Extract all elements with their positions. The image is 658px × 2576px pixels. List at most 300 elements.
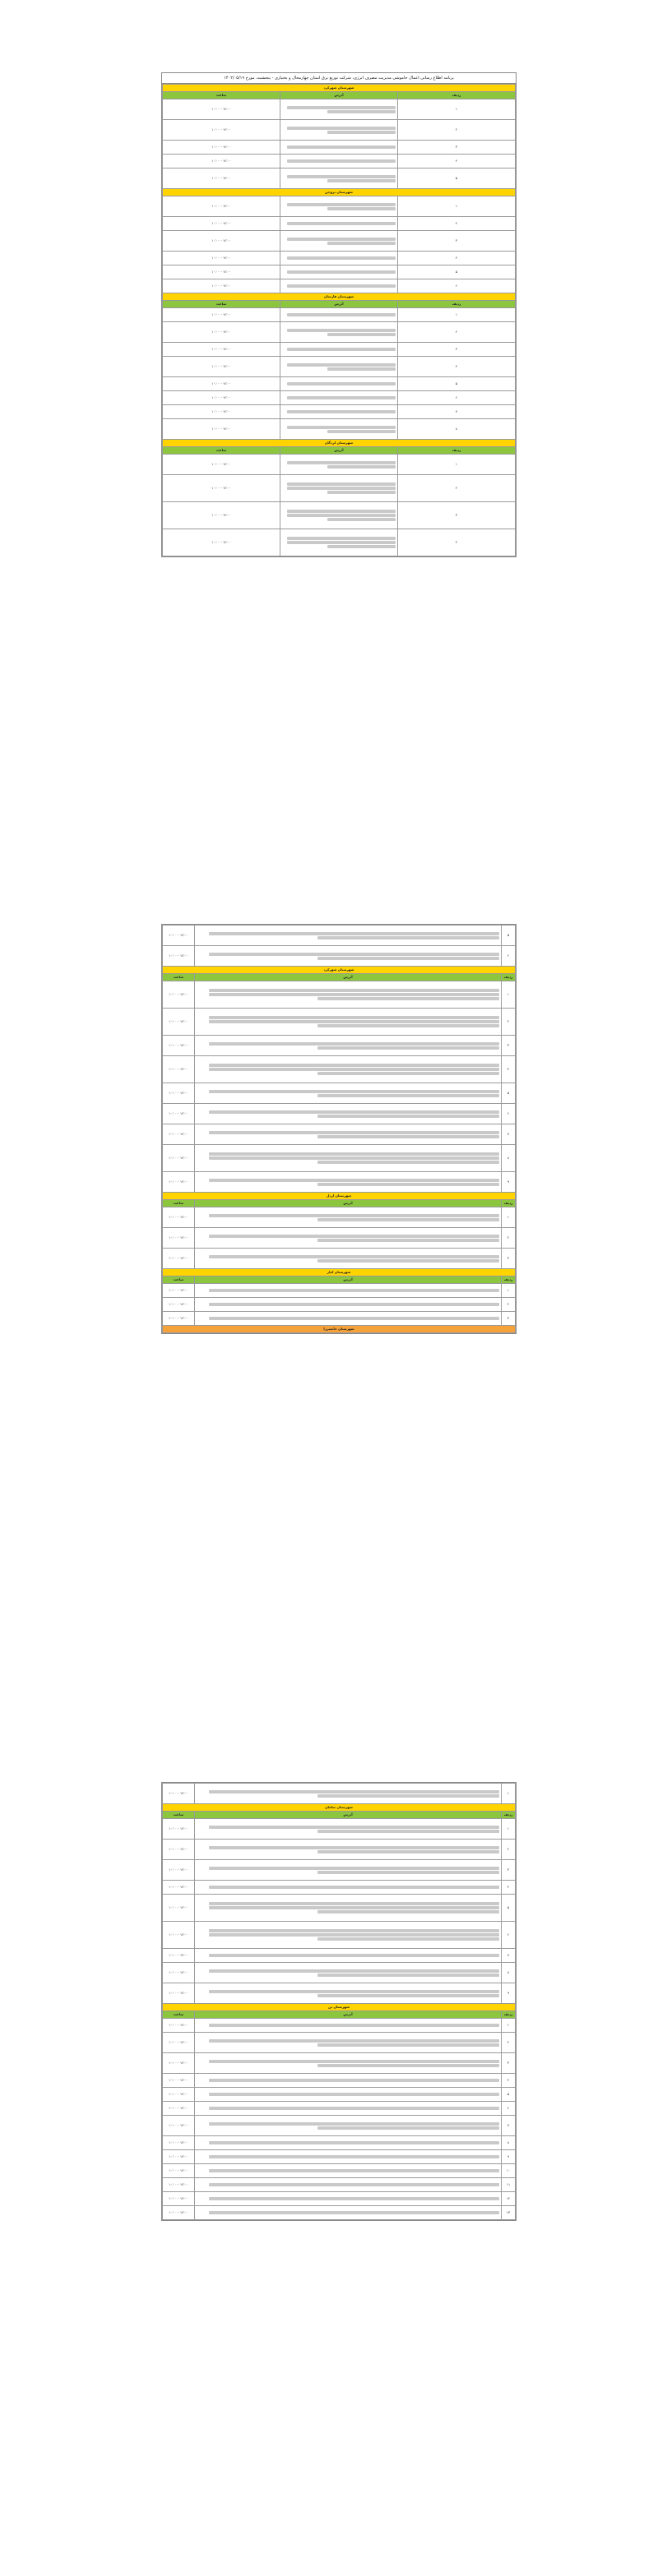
address-text-line [287,487,396,490]
row-address [195,1881,502,1895]
row-number: ۱ [502,1784,516,1804]
address-text-line [327,110,396,113]
row-time: ۱۰:۰۰ - ۱۲:۰۰ [163,1922,195,1949]
address-text-line [209,2079,499,2082]
address-text-line [317,1046,499,1050]
row-number: ۶ [502,2102,516,2116]
table-row [163,2102,516,2116]
address-text-line [287,222,396,225]
address-text-line [327,465,396,469]
row-time: ۱۰:۰۰ - ۱۲:۰۰ [163,981,195,1009]
table-row [163,308,516,322]
table-row [163,217,516,231]
row-address [195,2074,502,2088]
table-row [163,279,516,293]
table-row [163,1963,516,1983]
row-address [195,1840,502,1860]
address-text-line [209,1131,499,1134]
row-address [280,357,398,377]
col-header-number: ردیف [502,1276,516,1284]
table-row [163,141,516,155]
address-text-line [327,430,396,433]
row-address [195,2102,502,2116]
row-number: ۹ [502,1172,516,1193]
table-row [163,391,516,405]
row-number: ۱ [398,99,516,120]
row-address [195,1228,502,1249]
row-address [195,1036,502,1056]
row-number: ۴ [398,357,516,377]
row-number: ۹ [502,1983,516,2004]
row-number: ۵ [502,2088,516,2102]
table-row [163,1922,516,1949]
schedule-page-1 [161,72,517,557]
table-row [163,1819,516,1840]
address-text-line [287,270,396,274]
row-time: ۱۰:۰۰ - ۱۲:۰۰ [163,1312,195,1326]
address-text-line [287,382,396,385]
table-row [163,1009,516,1036]
row-number: ۵ [398,265,516,279]
address-text-line [287,510,396,513]
address-text-line [209,1886,499,1889]
col-header-time: ساعت [163,2011,195,2019]
address-text-line [209,1214,499,1217]
row-address [280,155,398,169]
row-time: ۱۰:۰۰ - ۱۲:۰۰ [163,475,280,502]
address-text-line [327,131,396,134]
address-text-line [209,2122,499,2126]
row-number: ۳ [502,1036,516,1056]
row-number: ۷ [398,405,516,419]
table-row [163,322,516,343]
address-text-line [209,2107,499,2110]
row-number: ۵ [398,169,516,189]
table-row [163,1298,516,1312]
row-address [195,1949,502,1963]
row-address [280,475,398,502]
row-number: ۳ [398,231,516,252]
table-row [163,1983,516,2004]
table-row [163,405,516,419]
row-number: ۹ [502,2150,516,2164]
table-row [163,1840,516,1860]
row-number: ۳ [398,141,516,155]
section-title: شهرستان خانمیرزا [163,1326,516,1333]
address-text-line [317,1024,499,1027]
address-text-line [209,2155,499,2158]
address-text-line [209,1179,499,1182]
row-time: ۱۰:۰۰ - ۱۲:۰۰ [163,217,280,231]
section-header [163,1326,516,1333]
address-text-line [317,1937,499,1941]
address-text-line [209,1902,499,1905]
row-number: ۲ [502,1298,516,1312]
row-address [195,2206,502,2220]
address-text-line [287,106,396,109]
table-row [163,2178,516,2192]
address-text-line [287,256,396,260]
row-number: ۱ [502,1207,516,1228]
row-address [195,1784,502,1804]
address-text-line [209,2039,499,2043]
address-text-line [287,396,396,399]
row-time: ۱۰:۰۰ - ۱۲:۰۰ [163,1983,195,2004]
row-number: ۱ [502,981,516,1009]
row-number: ۶ [502,1922,516,1949]
section-title: شهرستان بن [163,2004,516,2011]
table-row [163,1228,516,1249]
address-text-line [209,1303,499,1306]
table-row [163,2088,516,2102]
row-number: ۷ [502,2116,516,2136]
document-title: برنامه اطلاع رسانی اعمال خاموشی مدیریت مصرف انرژی، شرکت توزیع برق استان چهارمحال و بختیاری - پنجشنبه، مورخ ۱۴۰۲/۰۵/۱۹ [162,73,516,84]
row-address [280,343,398,357]
row-time: ۱۰:۰۰ - ۱۲:۰۰ [163,196,280,217]
row-address [195,1207,502,1228]
address-text-line [287,410,396,413]
address-text-line [209,1969,499,1973]
address-text-line [209,1990,499,1993]
address-text-line [317,1094,499,1097]
row-address [195,1009,502,1036]
row-number: ۳ [502,1249,516,1269]
row-time: ۱۰:۰۰ - ۱۲:۰۰ [163,99,280,120]
row-time: ۱۰:۰۰ - ۱۲:۰۰ [163,391,280,405]
address-text-line [209,2197,499,2200]
table-row [163,1784,516,1804]
address-text-line [317,997,499,1000]
address-text-line [287,482,396,486]
col-header-address: آدرس [195,974,502,981]
col-header-time: ساعت [163,1812,195,1819]
col-header-number: ردیف [398,447,516,455]
row-number: ۷ [502,1124,516,1145]
address-text-line [287,537,396,540]
row-number: ۴ [398,252,516,265]
schedule-page-2 [161,924,517,1334]
col-header-time: ساعت [163,447,280,455]
address-text-line [209,1042,499,1046]
address-text-line [287,159,396,163]
row-time: ۱۰:۰۰ - ۱۲:۰۰ [163,2102,195,2116]
row-number: ۲ [502,1009,516,1036]
row-number: ۵ [398,377,516,391]
address-text-line [209,1867,499,1870]
row-time: ۱۰:۰۰ - ۱۲:۰۰ [163,1124,195,1145]
row-number: ۱ [398,196,516,217]
address-text-line [327,179,396,182]
column-header-row [163,1812,516,1819]
row-number: ۴ [502,1056,516,1083]
table-row [163,2019,516,2033]
row-time: ۱۰:۰۰ - ۱۲:۰۰ [163,141,280,155]
address-text-line [317,1072,499,1075]
row-number: ۲ [398,322,516,343]
table-row [163,2192,516,2206]
address-text-line [317,1218,499,1221]
address-text-line [209,2060,499,2063]
row-address [195,1895,502,1922]
address-text-line [209,1064,499,1067]
row-number: ۶ [398,279,516,293]
row-address [195,1983,502,2004]
col-header-address: آدرس [195,1276,502,1284]
address-text-line [209,2024,499,2027]
table-row [163,1036,516,1056]
row-time: ۱۰:۰۰ - ۱۲:۰۰ [163,1009,195,1036]
address-text-line [317,1183,499,1186]
address-text-line [209,1235,499,1238]
row-address [195,1104,502,1124]
section-header [163,1269,516,1276]
table-row [163,926,516,946]
row-time: ۱۰:۰۰ - ۱۲:۰۰ [163,231,280,252]
table-row [163,2150,516,2164]
row-time: ۱۰:۰۰ - ۱۲:۰۰ [163,1036,195,1056]
section-title: شهرستان کیار [163,1269,516,1276]
row-number: ۱ [502,1284,516,1298]
table-row [163,1083,516,1104]
address-text-line [317,2064,499,2067]
row-time: ۱۰:۰۰ - ۱۲:۰۰ [163,2053,195,2074]
row-address [195,1124,502,1145]
row-time: ۱۰:۰۰ - ۱۲:۰۰ [163,419,280,440]
row-time: ۱۰:۰۰ - ۱۲:۰۰ [163,2136,195,2150]
row-number: ۲ [398,475,516,502]
address-text-line [317,1910,499,1914]
row-time: ۱۰:۰۰ - ۱۲:۰۰ [163,2206,195,2220]
address-text-line [287,541,396,544]
row-address [195,2192,502,2206]
row-number: ۶ [502,1104,516,1124]
row-time: ۱۰:۰۰ - ۱۲:۰۰ [163,1840,195,1860]
row-address [195,2164,502,2178]
table-row [163,419,516,440]
row-time: ۱۰:۰۰ - ۱۲:۰۰ [163,265,280,279]
table-row [163,1312,516,1326]
row-address [280,120,398,141]
table-row [163,120,516,141]
table-row [163,1172,516,1193]
address-text-line [287,363,396,367]
table-row [163,981,516,1009]
table-row [163,2206,516,2220]
address-text-line [209,1156,499,1160]
col-header-address: آدرس [280,92,398,99]
row-address [280,99,398,120]
address-text-line [287,145,396,149]
address-text-line [317,1115,499,1118]
table-row [163,169,516,189]
address-text-line [317,1259,499,1263]
row-address [195,2178,502,2192]
row-number: ۶ [502,946,516,967]
address-text-line [327,333,396,336]
table-row [163,196,516,217]
row-address [195,946,502,967]
col-header-time: ساعت [163,974,195,981]
row-address [195,2150,502,2164]
address-text-line [287,238,396,241]
row-number: ۷ [502,1949,516,1963]
row-address [195,981,502,1009]
row-address [280,391,398,405]
col-header-address: آدرس [280,301,398,308]
address-text-line [287,329,396,332]
table-row [163,1145,516,1172]
table-row [163,231,516,252]
col-header-address: آدرس [195,2011,502,2019]
address-text-line [317,1239,499,1242]
col-header-number: ردیف [502,1812,516,1819]
row-time: ۱۰:۰۰ - ۱۲:۰۰ [163,1145,195,1172]
row-time: ۱۰:۰۰ - ۱۲:۰۰ [163,1172,195,1193]
row-time: ۱۰:۰۰ - ۱۲:۰۰ [163,1284,195,1298]
row-time: ۱۰:۰۰ - ۱۲:۰۰ [163,1083,195,1104]
row-time: ۱۰:۰۰ - ۱۲:۰۰ [163,1104,195,1124]
table-row [163,99,516,120]
schedule-page-3 [161,1782,517,2221]
table-row [163,2116,516,2136]
row-time: ۱۰:۰۰ - ۱۲:۰۰ [163,1895,195,1922]
table-row [163,1881,516,1895]
table-row [163,1104,516,1124]
col-header-time: ساعت [163,1276,195,1284]
table-row [163,2074,516,2088]
section-header [163,440,516,447]
schedule-table-2 [162,925,516,1333]
section-title: شهرستان شهرکرد [163,967,516,974]
address-text-line [317,1974,499,1977]
row-time: ۱۰:۰۰ - ۱۲:۰۰ [163,2192,195,2206]
col-header-number: ردیف [502,2011,516,2019]
row-number: ۱۳ [502,2206,516,2220]
row-number: ۳ [502,2053,516,2074]
address-text-line [327,367,396,371]
row-address [195,1145,502,1172]
row-address [195,926,502,946]
address-text-line [209,1289,499,1292]
address-text-line [209,1317,499,1320]
row-time: ۱۰:۰۰ - ۱۲:۰۰ [163,155,280,169]
address-text-line [317,1994,499,1997]
section-header [163,967,516,974]
row-time: ۱۰:۰۰ - ۱۲:۰۰ [163,2116,195,2136]
row-address [280,529,398,556]
row-number: ۳ [398,502,516,529]
row-time: ۱۰:۰۰ - ۱۲:۰۰ [163,1056,195,1083]
row-number: ۲ [398,120,516,141]
table-row [163,377,516,391]
address-text-line [209,1933,499,1937]
row-number: ۱ [398,455,516,475]
address-text-line [327,242,396,245]
row-address [280,196,398,217]
table-row [163,2164,516,2178]
row-time: ۱۰:۰۰ - ۱۲:۰۰ [163,357,280,377]
column-header-row [163,92,516,99]
row-number: ۲ [398,217,516,231]
row-address [195,2116,502,2136]
section-header [163,2004,516,2011]
row-number: ۱ [398,308,516,322]
row-time: ۱۰:۰۰ - ۱۲:۰۰ [163,169,280,189]
address-text-line [317,1794,499,1798]
row-address [195,2019,502,2033]
row-address [280,455,398,475]
address-text-line [209,2141,499,2144]
address-text-line [317,1850,499,1854]
address-text-line [287,461,396,464]
address-text-line [317,1871,499,1874]
row-time: ۱۰:۰۰ - ۱۲:۰۰ [163,455,280,475]
row-time: ۱۰:۰۰ - ۱۲:۰۰ [163,2164,195,2178]
row-address [195,1860,502,1881]
row-time: ۱۰:۰۰ - ۱۲:۰۰ [163,1949,195,1963]
row-time: ۱۰:۰۰ - ۱۲:۰۰ [163,1860,195,1881]
row-address [195,1284,502,1298]
row-number: ۱۱ [502,2178,516,2192]
address-text-line [209,1016,499,1019]
section-header [163,1193,516,1200]
address-text-line [209,953,499,956]
schedule-table-1 [162,84,516,556]
row-time: ۱۰:۰۰ - ۱۲:۰۰ [163,2033,195,2053]
row-number: ۴ [398,155,516,169]
address-text-line [209,993,499,996]
table-row [163,2136,516,2150]
table-row [163,1949,516,1963]
row-number: ۵ [502,926,516,946]
row-address [280,419,398,440]
col-header-number: ردیف [398,92,516,99]
row-address [195,1083,502,1104]
table-row [163,1249,516,1269]
row-time: ۱۰:۰۰ - ۱۲:۰۰ [163,2150,195,2164]
row-address [280,217,398,231]
row-time: ۱۰:۰۰ - ۱۲:۰۰ [163,343,280,357]
address-text-line [327,207,396,210]
address-text-line [209,1152,499,1156]
row-address [195,2088,502,2102]
row-number: ۵ [502,1895,516,1922]
row-time: ۱۰:۰۰ - ۱۲:۰۰ [163,308,280,322]
row-number: ۲ [502,2033,516,2053]
column-header-row [163,1276,516,1284]
table-row [163,455,516,475]
address-text-line [209,2183,499,2186]
table-row [163,502,516,529]
row-time: ۱۰:۰۰ - ۱۲:۰۰ [163,1298,195,1312]
row-address [280,502,398,529]
address-text-line [287,348,396,351]
row-time: ۱۰:۰۰ - ۱۲:۰۰ [163,2074,195,2088]
col-header-number: ردیف [502,974,516,981]
row-time: ۱۰:۰۰ - ۱۲:۰۰ [163,502,280,529]
row-address [280,279,398,293]
address-text-line [317,1135,499,1138]
row-number: ۸ [398,419,516,440]
table-row [163,252,516,265]
table-row [163,343,516,357]
address-text-line [317,936,499,939]
address-text-line [317,2126,499,2130]
row-address [195,1312,502,1326]
section-title: شهرستان لردگان [163,440,516,447]
address-text-line [287,127,396,130]
address-text-line [317,957,499,960]
